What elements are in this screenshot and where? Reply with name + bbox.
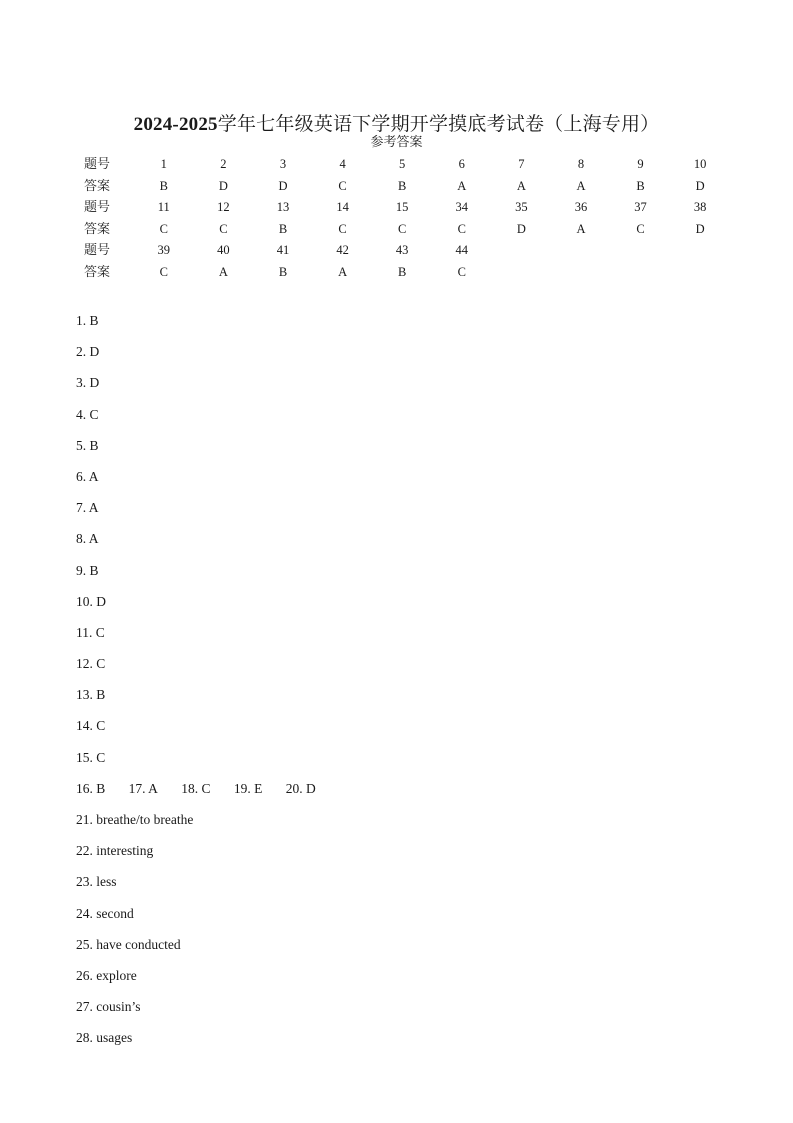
answer-item (76, 964, 336, 995)
answer-item (76, 559, 336, 590)
answer-key-cell: C (457, 264, 466, 279)
answer-key-cell: C (457, 221, 466, 236)
answer-key-cell: B (159, 178, 168, 193)
answer-key-cell (611, 240, 671, 262)
answer-text: 6. A (76, 468, 99, 484)
answer-key-row (74, 219, 730, 241)
answer-key-cell: 10 (693, 157, 707, 171)
answer-key-cell: 5 (399, 157, 406, 171)
answer-key-row (74, 197, 730, 219)
answer-key-cell: C (398, 221, 407, 236)
answer-text: 21. breathe/to breathe (76, 812, 194, 827)
answer-key-cell: 41 (276, 243, 290, 257)
answer-key-cell: B (636, 178, 645, 193)
answer-key-cell: D (218, 178, 228, 193)
answer-key-cell: 11 (157, 200, 170, 214)
answer-key-cell: C (159, 264, 168, 279)
answer-key-cell: 13 (276, 200, 290, 214)
answer-item (76, 652, 336, 683)
answer-item (76, 434, 336, 465)
answer-key-cell: B (278, 221, 288, 236)
answer-key-cell: 42 (336, 243, 349, 257)
answer-key-cell: 2 (220, 157, 227, 171)
answer-text: 20. D (285, 780, 316, 796)
answer-text: 23. less (76, 874, 117, 890)
answer-key-row (74, 240, 730, 262)
answer-item (76, 870, 336, 901)
answer-key-row-label: 题号 (84, 157, 111, 172)
answer-text: 11. C (76, 624, 105, 640)
answer-item (76, 590, 336, 621)
answer-item (76, 714, 336, 745)
answer-key-cell: 8 (577, 157, 585, 171)
answer-key-row-label: 答案 (84, 178, 111, 194)
answer-text: 5. B (76, 437, 99, 453)
answer-key-cell: A (218, 264, 228, 279)
answer-text: 19. E (233, 780, 263, 796)
answer-text: 28. usages (76, 1030, 133, 1046)
answer-key-cell: C (338, 178, 347, 193)
answer-text: 26. explore (76, 967, 137, 983)
answer-item (76, 1026, 336, 1057)
answer-key-cell: 43 (395, 243, 409, 257)
answer-key-cell: B (398, 264, 407, 279)
answer-key-cell: B (398, 178, 407, 193)
answer-key-table (74, 154, 730, 283)
answer-text: 27. cousin’s (76, 999, 141, 1015)
title-rest: 学年七年级英语下学期开学摸底考试卷（上海专用） (217, 113, 660, 135)
answer-key-cell: 14 (336, 200, 349, 214)
answer-item (76, 902, 336, 933)
answer-item (76, 808, 336, 839)
answer-key-cell (670, 262, 730, 284)
subtitle: 参考答案 (370, 135, 423, 150)
answer-item (76, 465, 336, 496)
answer-key-cell: 6 (458, 157, 465, 171)
answer-item (76, 403, 336, 434)
answer-key-row (74, 176, 730, 198)
answer-text: 15. C (76, 749, 106, 765)
answer-text: 7. A (76, 500, 99, 516)
title-year: 2024-2025 (133, 113, 218, 135)
answer-item (76, 683, 336, 714)
answer-key-cell: 36 (574, 200, 588, 214)
answer-key-cell: D (695, 178, 705, 193)
answer-key-cell: 1 (160, 157, 167, 171)
answer-text: 4. C (76, 406, 99, 422)
answer-key-cell: 35 (515, 200, 528, 214)
answer-key-row-label: 答案 (84, 221, 111, 237)
answer-item (76, 933, 336, 964)
answer-key-cell (670, 240, 730, 262)
answer-text: 22. interesting (76, 843, 154, 859)
answer-key-cell: 12 (217, 200, 230, 214)
answer-key-cell: A (457, 178, 467, 193)
answer-text: 2. D (76, 344, 100, 360)
answer-item (76, 496, 336, 527)
answer-text: 9. B (76, 562, 99, 578)
answer-text: 16. B (76, 780, 106, 796)
answer-key-cell: A (576, 221, 586, 236)
answer-item (76, 621, 336, 652)
answer-key-cell: B (278, 264, 288, 279)
answer-key-row-label: 题号 (84, 243, 111, 258)
answer-key-cell: 7 (518, 157, 525, 171)
answer-item (76, 340, 336, 371)
answer-key-cell: 3 (279, 157, 287, 171)
answer-key-cell: 37 (634, 200, 647, 214)
answer-key-cell (551, 240, 611, 262)
answer-key-cell: D (278, 178, 288, 193)
answer-item (76, 527, 336, 558)
answer-text: 13. B (76, 687, 106, 703)
answer-text: 3. D (76, 375, 100, 391)
answer-text: 1. B (76, 313, 99, 328)
answer-key-cell: 15 (395, 200, 409, 214)
answer-text: 24. second (76, 905, 134, 921)
answer-key-cell: 40 (217, 243, 230, 257)
answer-key-cell: 38 (693, 200, 707, 214)
answer-key-cell: A (516, 178, 526, 193)
answer-key-cell: C (636, 221, 645, 236)
answer-key-cell (551, 262, 611, 284)
answer-key-cell (492, 262, 552, 284)
answer-text: 12. C (76, 656, 106, 672)
answer-key-cell: D (695, 221, 705, 236)
answer-text: 18. C (181, 780, 211, 796)
answer-key-cell: 9 (637, 157, 644, 171)
answer-key-row (74, 262, 730, 284)
answer-item-16-20 (76, 777, 336, 808)
answer-item (76, 839, 336, 870)
answer-text: 10. D (76, 593, 106, 609)
answer-item (76, 371, 336, 402)
answer-key-cell: C (159, 221, 168, 236)
answer-key-cell (492, 240, 552, 262)
answer-key-row (74, 154, 730, 176)
answer-key-cell: 39 (157, 243, 171, 257)
answer-list (76, 309, 336, 1058)
answer-key-cell: C (219, 221, 228, 236)
answer-key-cell: 4 (339, 157, 346, 171)
answer-key-cell: C (338, 221, 347, 236)
answer-key-cell (611, 262, 671, 284)
answer-text: 14. C (76, 718, 106, 734)
answer-text: 17. A (128, 780, 158, 796)
answer-key-cell: A (576, 178, 586, 193)
answer-text: 8. A (76, 531, 99, 547)
answer-item (76, 309, 336, 340)
answer-item (76, 995, 336, 1026)
answer-item (76, 746, 336, 777)
answer-key-row-label: 答案 (84, 264, 111, 280)
answer-text: 25. have conducted (76, 936, 181, 952)
answer-key-cell: 34 (455, 200, 469, 214)
answer-key-row-label: 题号 (84, 200, 111, 215)
answer-key-cell: A (338, 264, 348, 279)
answer-key-cell: 44 (455, 243, 469, 257)
answer-key-cell: D (516, 221, 526, 236)
